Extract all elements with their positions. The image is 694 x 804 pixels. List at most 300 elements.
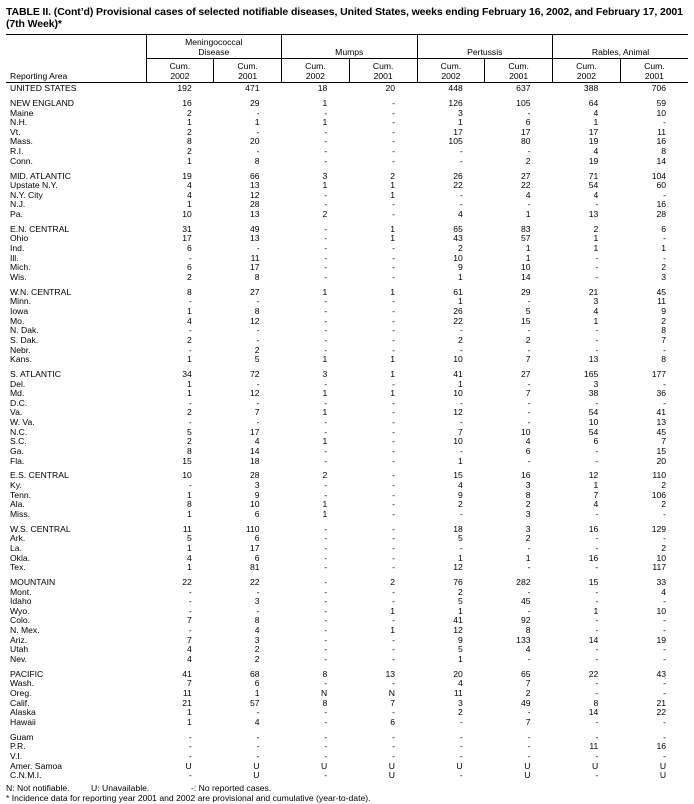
row-value-col3: 1 [322, 388, 328, 399]
row-value-col5: - [459, 716, 463, 727]
table-row [6, 500, 688, 510]
row-value-col6: - [527, 146, 531, 157]
row-value-col1: 2 [186, 146, 192, 157]
row-value-col7: 12 [588, 470, 599, 481]
row-value-col4: - [392, 146, 396, 157]
row-value-col1: U [185, 760, 192, 771]
row-reporting-area: La. [10, 542, 22, 553]
row-value-col8: 16 [656, 136, 667, 147]
row-value-col4: 1 [390, 223, 396, 234]
row-value-col6: 6 [525, 445, 531, 456]
row-value-col2: 110 [245, 523, 260, 534]
row-value-col2: 10 [249, 499, 260, 510]
row-reporting-area: Tex. [10, 562, 26, 573]
row-value-col2: 22 [249, 576, 260, 587]
row-reporting-area: C.N.M.I. [10, 770, 42, 781]
row-value-col8: 2 [661, 479, 667, 490]
legend-unavailable: U: Unavailable. [91, 782, 150, 793]
table-row [6, 679, 688, 689]
table-row [6, 607, 688, 617]
row-value-col7: 4 [593, 189, 599, 200]
row-value-col2: 27 [249, 286, 260, 297]
row-reporting-area: Vt. [10, 126, 21, 137]
row-value-col1: 1 [186, 508, 192, 519]
row-value-col3: - [324, 552, 328, 563]
table-row [6, 762, 688, 772]
row-value-col5: - [459, 199, 463, 210]
row-value-col7: - [595, 533, 599, 544]
row-value-col3: - [324, 596, 328, 607]
subheader-mumps-2002 [282, 58, 350, 82]
row-value-col3: - [324, 189, 328, 200]
row-value-col7: 1 [593, 233, 599, 244]
row-value-col2: 12 [249, 189, 260, 200]
row-value-col7: 388 [583, 83, 599, 94]
row-value-col4: - [392, 296, 396, 307]
row-value-col4: - [392, 334, 396, 345]
row-value-col3: 1 [322, 354, 328, 365]
table-row [6, 437, 688, 447]
row-reporting-area: Wyo. [10, 605, 30, 616]
row-value-col4: - [392, 596, 396, 607]
row-value-col7: 4 [593, 306, 599, 316]
row-value-col4: - [392, 707, 396, 718]
table-row [6, 519, 688, 534]
row-value-col4: 2 [390, 170, 396, 181]
table-row [6, 389, 688, 399]
row-value-col3: - [324, 155, 328, 166]
table-row [6, 418, 688, 428]
row-value-col7: 10 [588, 417, 599, 428]
row-value-col5: 1 [457, 378, 463, 389]
row-value-col2: 8 [254, 615, 260, 626]
row-value-col1: 8 [186, 445, 192, 456]
row-value-col2: 2 [254, 644, 260, 655]
row-reporting-area: Del. [10, 378, 26, 389]
row-value-col7: 64 [588, 98, 599, 109]
table-row [6, 118, 688, 128]
row-value-col2: 13 [249, 209, 260, 220]
row-value-col4: 2 [390, 576, 396, 587]
row-value-col6: 3 [525, 523, 531, 534]
row-value-col2: 5 [254, 354, 260, 365]
row-value-col2: 3 [254, 634, 260, 645]
row-value-col4: 1 [390, 368, 396, 379]
row-value-col4: - [392, 426, 396, 437]
row-value-col4: 1 [390, 286, 396, 297]
row-reporting-area: Mich. [10, 262, 31, 273]
row-reporting-area: W. Va. [10, 417, 35, 428]
table-row [6, 254, 688, 264]
row-reporting-area: Upstate N.Y. [10, 180, 58, 191]
row-value-col8: 177 [651, 368, 667, 379]
row-value-col1: 4 [186, 552, 192, 563]
row-value-col8: 33 [656, 576, 667, 587]
row-value-col8: 8 [661, 146, 667, 157]
row-value-col5: 26 [453, 306, 463, 316]
row-reporting-area: W.N. CENTRAL [10, 286, 72, 297]
row-value-col4: - [392, 306, 396, 316]
row-value-col5: 4 [457, 678, 463, 689]
group-header-meningococcal [146, 34, 282, 58]
row-value-col4: - [392, 653, 396, 664]
row-value-col7: 54 [588, 426, 599, 437]
row-value-col3: 3 [322, 368, 328, 379]
row-reporting-area: V.I. [10, 750, 23, 761]
row-value-col6: 45 [520, 596, 531, 607]
row-value-col7: 1 [593, 315, 599, 326]
subheader-meningococcal-2002 [146, 58, 214, 82]
row-value-col5: - [459, 189, 463, 200]
row-value-col4: - [392, 470, 396, 481]
row-value-col7: 54 [588, 407, 599, 418]
row-value-col5: U [456, 760, 463, 771]
row-value-col3: - [324, 586, 328, 597]
row-value-col8: - [663, 731, 667, 742]
row-value-col5: 2 [457, 499, 463, 510]
table-row [6, 128, 688, 138]
row-value-col1: 16 [182, 98, 192, 109]
row-value-col2: 1 [254, 117, 260, 128]
row-value-col4: 6 [390, 716, 396, 727]
row-value-col3: - [324, 562, 328, 573]
row-value-col5: 61 [453, 286, 463, 297]
row-value-col1: 2 [186, 407, 192, 418]
row-value-col7: 54 [588, 180, 599, 191]
row-reporting-area: Ala. [10, 499, 25, 510]
subheader-rabies-2001 [620, 58, 688, 82]
row-value-col8: 6 [661, 223, 667, 234]
row-reporting-area: Mass. [10, 136, 33, 147]
row-value-col4: 7 [390, 697, 396, 708]
row-value-col2: 11 [250, 252, 260, 263]
row-value-col1: - [188, 325, 192, 336]
row-reporting-area: S.C. [10, 436, 27, 447]
row-value-col5: 5 [457, 596, 463, 607]
row-value-col1: 19 [182, 170, 192, 181]
row-value-col5: - [459, 508, 463, 519]
row-reporting-area: Wis. [10, 271, 27, 282]
row-value-col4: 1 [390, 180, 396, 191]
row-value-col7: 2 [593, 223, 599, 234]
row-reporting-area: Wash. [10, 678, 35, 689]
row-value-col6: 22 [520, 180, 531, 191]
row-value-col6: 15 [520, 315, 531, 326]
row-value-col3: - [324, 199, 328, 210]
row-value-col7: 1 [593, 605, 599, 616]
row-value-col6: 7 [525, 716, 531, 727]
table-row [6, 234, 688, 244]
row-value-col1: 1 [186, 306, 192, 316]
row-value-col2: - [256, 731, 260, 742]
row-value-col2: 28 [249, 470, 260, 481]
row-value-col1: 6 [186, 262, 192, 273]
table-row [6, 510, 688, 520]
subheader-mumps-2002-line1: Cum. [305, 61, 326, 71]
row-value-col6: - [527, 417, 531, 428]
row-value-col1: - [188, 596, 192, 607]
row-value-col2: 6 [254, 508, 260, 519]
row-value-col2: 8 [254, 306, 260, 316]
row-value-col4: 13 [385, 668, 396, 679]
row-value-col2: 12 [249, 315, 260, 326]
row-value-col3: - [324, 334, 328, 345]
row-value-col3: - [324, 417, 328, 428]
row-value-col7: - [595, 262, 599, 273]
row-reporting-area: Ga. [10, 445, 24, 456]
row-value-col8: 10 [656, 605, 667, 616]
row-value-col1: 1 [186, 354, 192, 365]
row-value-col2: 72 [249, 368, 260, 379]
row-value-col5: 4 [457, 479, 463, 490]
row-value-col5: 43 [453, 233, 463, 244]
table-row [6, 544, 688, 554]
subheader-mumps-2001-line2: 2001 [373, 71, 393, 82]
row-value-col8: 7 [661, 436, 667, 447]
row-value-col3: - [324, 445, 328, 456]
row-value-col5: 22 [453, 180, 463, 191]
row-value-col8: 4 [661, 586, 667, 597]
row-value-col2: 14 [249, 445, 260, 456]
table-row [6, 481, 688, 491]
row-value-col7: 21 [588, 286, 599, 297]
table-row [6, 181, 688, 191]
row-value-col4: - [392, 252, 396, 263]
row-value-col6: 7 [525, 354, 531, 365]
subheader-rabies-2001-line2: 2001 [644, 71, 664, 82]
row-value-col3: - [324, 146, 328, 157]
row-value-col4: - [392, 271, 396, 282]
row-value-col7: U [592, 760, 599, 771]
row-reporting-area: Mont. [10, 586, 32, 597]
row-value-col7: - [595, 562, 599, 573]
row-reporting-area: NEW ENGLAND [10, 98, 74, 109]
row-value-col7: - [595, 199, 599, 210]
row-reporting-area: Ill. [10, 252, 19, 263]
row-value-col8: - [663, 533, 667, 544]
row-value-col8: 2 [661, 499, 667, 510]
row-value-col7: - [595, 455, 599, 466]
row-value-col1: 1 [186, 199, 192, 210]
row-value-col5: 10 [453, 436, 463, 447]
row-value-col2: 7 [254, 407, 260, 418]
table-row [6, 588, 688, 598]
table-row [6, 147, 688, 157]
row-value-col8: 22 [656, 707, 667, 718]
row-value-col4: - [392, 98, 396, 109]
row-value-col5: 1 [457, 117, 463, 128]
row-value-col1: 1 [186, 489, 192, 500]
row-value-col4: 1 [390, 354, 396, 365]
row-value-col5: - [459, 741, 463, 752]
row-value-col5: 9 [457, 262, 463, 273]
row-reporting-area: Va. [10, 407, 23, 418]
row-value-col8: - [663, 716, 667, 727]
row-value-col3: - [324, 615, 328, 626]
row-value-col2: 13 [249, 233, 260, 244]
row-value-col2: 471 [245, 83, 260, 94]
row-value-col3: - [324, 426, 328, 437]
legend-no-reported-cases: -: No reported cases. [191, 782, 272, 793]
subheader-rabies-2002-line1: Cum. [576, 61, 597, 71]
row-value-col6: - [527, 562, 531, 573]
row-value-col4: - [392, 562, 396, 573]
row-value-col7: 14 [588, 707, 599, 718]
row-value-col8: 8 [661, 325, 667, 336]
row-value-col8: 28 [656, 209, 667, 220]
row-value-col4: 1 [390, 233, 396, 244]
row-value-col6: 7 [525, 388, 531, 399]
row-value-col6: 92 [520, 615, 531, 626]
row-value-col4: - [392, 552, 396, 563]
row-value-col3: - [324, 315, 328, 326]
row-value-col3: 1 [322, 98, 328, 109]
row-value-col1: - [188, 479, 192, 490]
column-subheader-row [6, 58, 688, 82]
table-head [6, 34, 688, 82]
table-row [6, 771, 688, 781]
row-value-col5: 2 [457, 334, 463, 345]
row-value-col4: - [392, 678, 396, 689]
table-row [6, 491, 688, 501]
row-value-col5: 1 [457, 455, 463, 466]
row-value-col5: 12 [453, 562, 463, 573]
row-value-col8: 2 [661, 262, 667, 273]
row-value-col5: 26 [453, 170, 463, 181]
row-value-col8: 13 [656, 417, 667, 428]
row-value-col8: 36 [656, 388, 667, 399]
row-value-col8: 10 [656, 552, 667, 563]
row-reporting-area: MOUNTAIN [10, 576, 56, 587]
row-value-col2: - [256, 325, 260, 336]
row-value-col8: 110 [652, 470, 667, 481]
row-value-col1: - [188, 741, 192, 752]
row-value-col5: 17 [453, 126, 463, 137]
row-value-col7: - [595, 445, 599, 456]
row-value-col3: - [324, 126, 328, 137]
row-value-col7: - [595, 678, 599, 689]
row-value-col4: - [392, 436, 396, 447]
row-value-col7: 1 [593, 243, 599, 254]
row-value-col8: 16 [656, 199, 667, 210]
row-value-col4: - [392, 136, 396, 147]
table-row [6, 166, 688, 181]
row-value-col5: 12 [453, 625, 463, 636]
row-value-col6: - [527, 344, 531, 355]
row-value-col5: 9 [457, 489, 463, 500]
row-reporting-area: Iowa [10, 306, 29, 316]
table-row [6, 752, 688, 762]
row-value-col8: 7 [661, 334, 667, 345]
row-reporting-area: Ind. [10, 243, 25, 254]
table-row [6, 307, 688, 317]
header-spacer-cell [6, 34, 146, 58]
row-value-col3: - [324, 271, 328, 282]
row-value-col4: - [392, 644, 396, 655]
subheader-meningococcal-2002-line1: Cum. [169, 61, 191, 71]
row-reporting-area: Oreg. [10, 687, 32, 698]
row-reporting-area: N.H. [10, 117, 28, 128]
row-value-col5: 2 [457, 707, 463, 718]
row-value-col2: 4 [254, 625, 260, 636]
row-value-col2: 13 [249, 180, 260, 191]
row-value-col6: - [527, 750, 531, 761]
row-value-col6: 29 [520, 286, 531, 297]
row-value-col3: - [324, 306, 328, 316]
row-value-col3: - [324, 576, 328, 587]
row-value-col5: 1 [457, 296, 463, 307]
row-reporting-area: Colo. [10, 615, 31, 626]
table-row [6, 283, 688, 298]
row-value-col7: 1 [593, 479, 599, 490]
row-value-col6: - [527, 605, 531, 616]
row-value-col4: - [392, 489, 396, 500]
row-value-col3: N [321, 687, 328, 698]
table-row [6, 742, 688, 752]
subheader-rabies-2002 [553, 58, 621, 82]
table-row [6, 699, 688, 709]
row-value-col4: - [392, 262, 396, 273]
group-header-pertussis-line1: Pertussis [467, 47, 503, 58]
table-row [6, 263, 688, 273]
row-value-col8: 104 [651, 170, 667, 181]
row-value-col6: 27 [520, 368, 531, 379]
row-value-col3: - [324, 678, 328, 689]
row-value-col4: - [392, 634, 396, 645]
row-reporting-area: Fla. [10, 455, 25, 466]
table-row [6, 244, 688, 254]
row-value-col8: 41 [656, 407, 667, 418]
row-value-col4: - [392, 325, 396, 336]
row-value-col8: 117 [652, 562, 667, 573]
row-value-col8: 19 [656, 634, 667, 645]
footnote-legend-line [6, 783, 688, 794]
table-row [6, 645, 688, 655]
row-value-col7: 19 [588, 136, 599, 147]
row-value-col6: U [524, 770, 531, 781]
row-value-col1: - [188, 586, 192, 597]
row-value-col7: - [595, 334, 599, 345]
row-value-col4: - [392, 499, 396, 510]
row-value-col8: U [659, 770, 667, 781]
row-reporting-area: W.S. CENTRAL [10, 523, 71, 534]
subheader-mumps-2001-line1: Cum. [372, 61, 394, 71]
row-value-col5: 2 [457, 243, 463, 254]
row-value-col8: 129 [651, 523, 667, 534]
row-value-col3: 1 [322, 407, 328, 418]
row-value-col8: 20 [656, 455, 667, 466]
row-value-col8: - [663, 508, 667, 519]
row-value-col2: - [256, 296, 260, 307]
row-value-col6: 1 [525, 243, 531, 254]
table-row [6, 210, 688, 220]
row-value-col3: 1 [322, 117, 328, 128]
row-value-col8: - [663, 189, 667, 200]
row-value-col8: - [663, 378, 667, 389]
row-value-col8: - [663, 615, 667, 626]
row-reporting-area: Mo. [10, 315, 25, 326]
row-value-col2: 6 [254, 552, 260, 563]
row-reporting-area: Maine [10, 107, 34, 118]
row-value-col1: - [188, 605, 192, 616]
row-value-col4: - [392, 209, 396, 220]
row-value-col5: - [459, 750, 463, 761]
row-value-col1: 6 [186, 243, 192, 254]
row-value-col5: 1 [457, 271, 463, 282]
table-row [6, 326, 688, 336]
row-value-col7: - [595, 716, 599, 727]
row-value-col1: 1 [186, 562, 192, 573]
